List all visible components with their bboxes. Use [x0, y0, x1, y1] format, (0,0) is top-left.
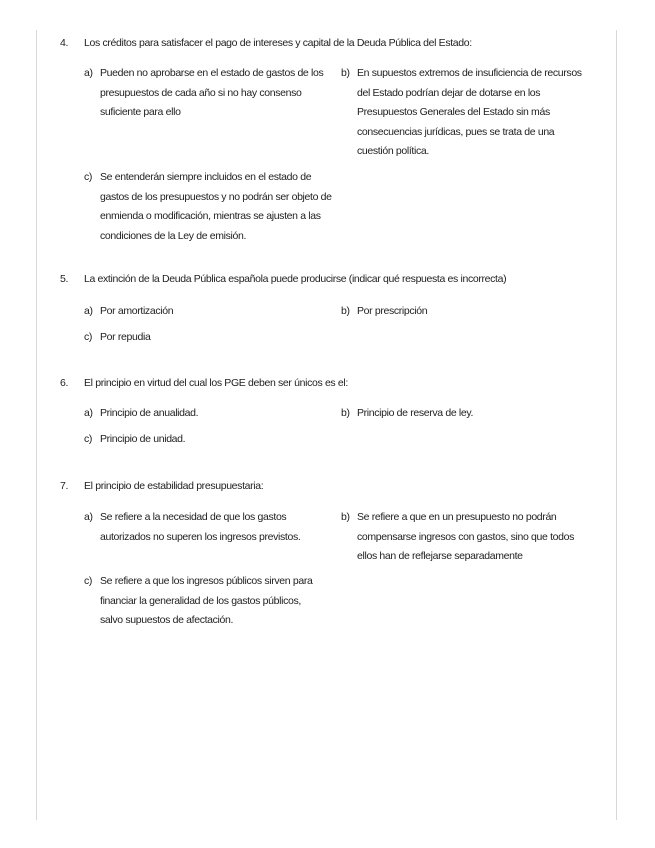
option-text: Por prescripción — [357, 305, 428, 317]
option-letter: a) — [84, 305, 93, 317]
option-letter: c) — [84, 433, 93, 445]
option-4a — [84, 64, 334, 123]
option-5a — [84, 302, 334, 322]
option-7a — [84, 508, 334, 547]
option-letter: b) — [341, 67, 350, 79]
option-letter: c) — [84, 331, 93, 343]
left-margin-rule — [36, 30, 37, 820]
option-letter: b) — [341, 305, 350, 317]
question-text: Los créditos para satisfacer el pago de intereses y capital de la Deuda Pública del Estado: — [84, 37, 472, 49]
option-text: Principio de reserva de ley. — [357, 407, 474, 419]
option-4c — [84, 168, 338, 246]
option-text: Se refiere a que los ingresos públicos sirven para financiar la generalidad de los gastos públicos, salvo supuestos de afectación. — [100, 575, 313, 626]
question-5 — [60, 272, 620, 286]
option-letter: a) — [84, 67, 93, 79]
option-text: Se refiere a la necesidad de que los gastos autorizados no superen los ingresos previstos. — [100, 511, 301, 543]
option-letter: a) — [84, 407, 93, 419]
option-5b — [341, 302, 589, 322]
question-number: 5. — [60, 273, 69, 285]
option-letter: b) — [341, 407, 350, 419]
option-text: Por amortización — [100, 305, 174, 317]
option-6a — [84, 404, 334, 424]
question-6 — [60, 376, 600, 390]
question-text: La extinción de la Deuda Pública española puede producirse (indicar qué respuesta es incorrecta) — [84, 273, 507, 285]
option-4b — [341, 64, 589, 162]
option-letter: b) — [341, 511, 350, 523]
question-header — [60, 376, 600, 390]
question-7 — [60, 479, 600, 493]
question-header — [60, 272, 620, 286]
option-text: En supuestos extremos de insuficiencia de recursos del Estado podrían dejar de dotarse en los Presupuestos Generales del Estado sin más consecuencias jurídicas, pues se trata de una cuestión política. — [357, 67, 582, 157]
option-text: Se entenderán siempre incluidos en el estado de gastos de los presupuestos y no podrán ser objeto de enmienda o modificación, mientras se ajusten a las condiciones de la Ley de emisión. — [100, 171, 332, 242]
question-number: 6. — [60, 377, 69, 389]
option-7b — [341, 508, 589, 567]
question-number: 4. — [60, 37, 69, 49]
option-text: Pueden no aprobarse en el estado de gastos de los presupuestos de cada año si no hay consenso suficiente para ello — [100, 67, 324, 118]
option-6b — [341, 404, 589, 424]
option-letter: c) — [84, 575, 93, 587]
option-text: Se refiere a que en un presupuesto no podrán compensarse ingresos con gastos, sino que todos ellos han de reflejarse separadamente — [357, 511, 575, 562]
question-text: El principio de estabilidad presupuestaria: — [84, 480, 264, 492]
question-header — [60, 36, 600, 50]
option-letter: a) — [84, 511, 93, 523]
option-7c — [84, 572, 324, 631]
option-text: Principio de anualidad. — [100, 407, 199, 419]
question-text: El principio en virtud del cual los PGE deben ser únicos es el: — [84, 377, 348, 389]
question-4 — [60, 36, 600, 50]
option-text: Principio de unidad. — [100, 433, 186, 445]
question-number: 7. — [60, 480, 69, 492]
question-header — [60, 479, 600, 493]
right-margin-rule — [616, 30, 617, 820]
option-text: Por repudia — [100, 331, 151, 343]
option-letter: c) — [84, 171, 93, 183]
option-5c — [84, 328, 334, 348]
option-6c — [84, 430, 334, 450]
